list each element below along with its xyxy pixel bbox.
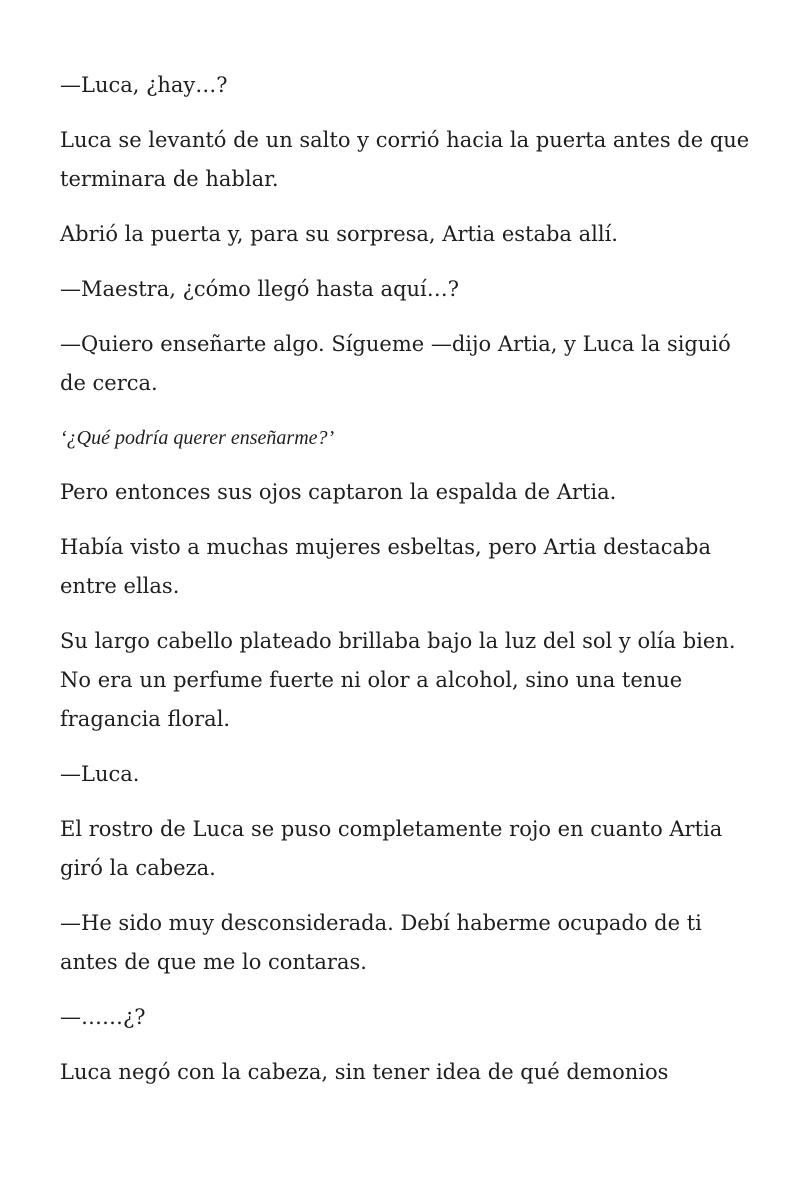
paragraph-3: Abrió la puerta y, para su sorpresa, Artia estaba allí.: [60, 222, 618, 246]
inner-thought: ‘¿Qué podría querer enseñarme?’: [60, 427, 335, 449]
paragraph-8: Había visto a muchas mujeres esbeltas, pero Artia destacaba entre ellas.: [60, 535, 711, 598]
paragraph-9: Su largo cabello plateado brillaba bajo la luz del sol y olía bien. No era un perfume fuerte ni olor a alcohol, sino una tenue fragancia floral.: [60, 629, 736, 731]
paragraph-14: Luca negó con la cabeza, sin tener idea de qué demonios: [60, 1060, 669, 1084]
paragraph-13: —……¿?: [60, 1005, 146, 1029]
paragraph-11: El rostro de Luca se puso completamente rojo en cuanto Artia giró la cabeza.: [60, 817, 723, 880]
paragraph-2: Luca se levantó de un salto y corrió hacia la puerta antes de que terminara de hablar.: [60, 128, 750, 191]
paragraph-7: Pero entonces sus ojos captaron la espalda de Artia.: [60, 480, 617, 504]
paragraph-10: —Luca.: [60, 762, 140, 786]
paragraph-5: —Quiero enseñarte algo. Sígueme —dijo Artia, y Luca la siguió de cerca.: [60, 332, 731, 395]
paragraph-4: —Maestra, ¿cómo llegó hasta aquí…?: [60, 277, 460, 301]
paragraph-1: —Luca, ¿hay…?: [60, 73, 228, 97]
document-body: [60, 66, 750, 1108]
paragraph-12: —He sido muy desconsiderada. Debí haberme ocupado de ti antes de que me lo contaras.: [60, 911, 702, 974]
